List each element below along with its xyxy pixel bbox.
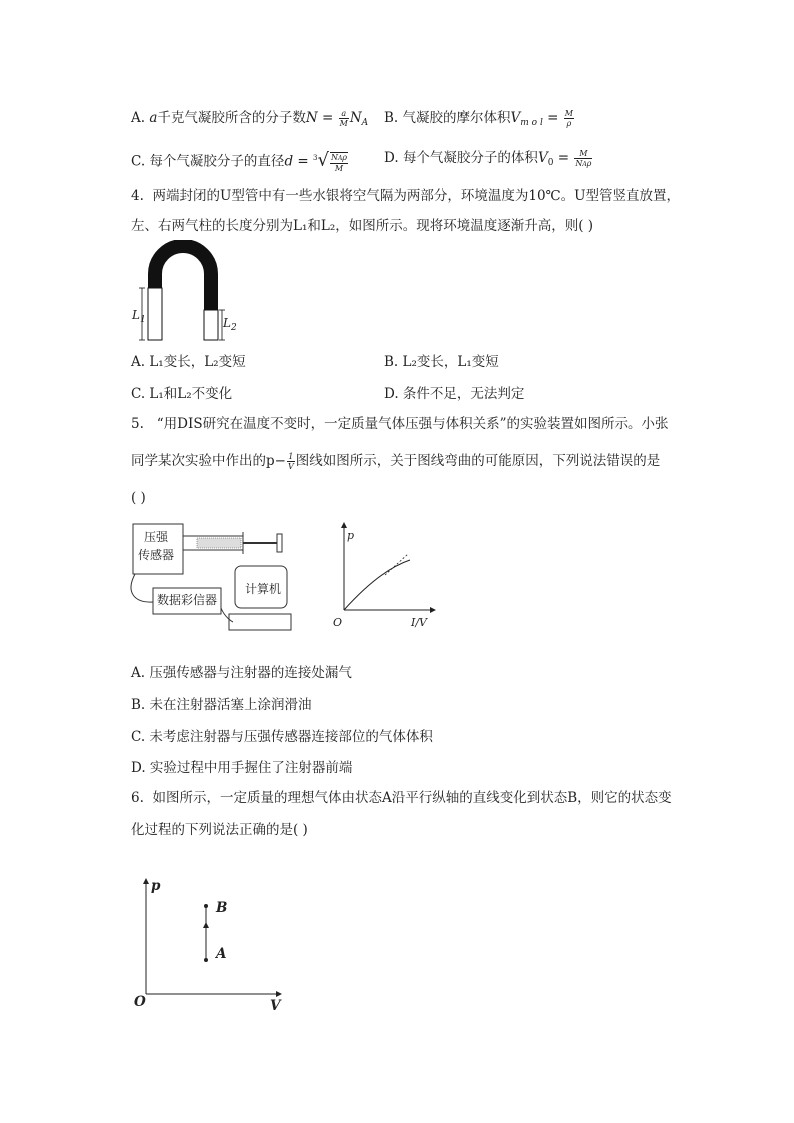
fraction: $\frac{1}{V}$ bbox=[287, 452, 294, 471]
q4-option-c: C. L₁和L₂不变化 bbox=[131, 386, 233, 402]
q3-option-c: C. 每个气凝胶分子的直径d = $^3$√ $\frac{\text{NAρ}}{M}$ bbox=[131, 149, 347, 173]
q5-option-c: C. 未考虑注射器与压强传感器连接部位的气体体积 bbox=[131, 729, 433, 745]
q4-option-d: D. 条件不足，无法判定 bbox=[384, 386, 525, 402]
q6-stem-line2: 化过程的下列说法正确的是( ) bbox=[131, 822, 308, 838]
fraction: $\frac{M}{\text{NAρ}}$ bbox=[575, 148, 592, 168]
point-b-label: B bbox=[216, 900, 228, 916]
q3-option-b: B. 气凝胶的摩尔体积$V_{m o l}$ = $\frac{M}{\rho}$ bbox=[384, 109, 573, 128]
q4-option-a: A. L₁变长，L₂变短 bbox=[131, 354, 246, 370]
graph5-origin: O bbox=[333, 616, 343, 629]
label-l1: $L_1$ bbox=[132, 308, 146, 325]
graph5-p-label: p bbox=[347, 529, 355, 542]
q3-option-a: A. a千克气凝胶所含的分子数N = $\frac{a}{M}$ $N_A$ bbox=[131, 109, 369, 128]
point-a-label: A bbox=[216, 946, 227, 962]
q6-stem-line1: 6. 如图所示，一定质量的理想气体由状态A沿平行纵轴的直线变化到状态B，则它的状态变 bbox=[131, 790, 672, 806]
graph5-x-label: I/V bbox=[411, 616, 427, 629]
root-sign: √ bbox=[317, 149, 329, 171]
q4-stem-line2: 左、右两气柱的长度分别为L₁和L₂，如图所示。现将环境温度逐渐升高，则( ) bbox=[131, 218, 594, 234]
q5-stem-line1: 5. “用DIS研究在温度不变时，一定质量气体压强与体积关系”的实验装置如图所示。小张 bbox=[131, 416, 669, 432]
graph6-origin: O bbox=[134, 994, 146, 1010]
pressure-sensor-label: 压强 传感器 bbox=[137, 530, 174, 562]
q5-option-d: D. 实验过程中用手握住了注射器前端 bbox=[131, 760, 353, 776]
data-collector-label: 数据彩信器 bbox=[156, 593, 217, 607]
graph6-v-label: V bbox=[270, 998, 281, 1014]
q4-stem-line1: 4. 两端封闭的U型管中有一些水银将空气隔为两部分，环境温度为10℃。U型管竖直放置， bbox=[131, 188, 681, 204]
computer-label: 计算机 bbox=[244, 582, 281, 596]
q3-option-d: D. 每个气凝胶分子的体积$V_0$ = $\frac{M}{\text{NAρ}}$ bbox=[384, 148, 592, 168]
q5-option-a: A. 压强传感器与注射器的连接处漏气 bbox=[131, 665, 352, 681]
graph6-p-label: p bbox=[151, 878, 161, 894]
q5-stem-line2: 同学某次实验中作出的p− $\frac{1}{V}$ 图线如图所示，关于图线弯曲的可能原因，下列说法错误的是 bbox=[131, 452, 661, 471]
fraction: $\frac{a}{M}$ bbox=[339, 109, 348, 128]
label-l2: $L_2$ bbox=[223, 316, 237, 333]
q4-option-b: B. L₂变长，L₁变短 bbox=[384, 354, 499, 370]
fraction: $\frac{\text{NAρ}}{M}$ bbox=[330, 152, 347, 173]
q5-option-b: B. 未在注射器活塞上涂润滑油 bbox=[131, 697, 312, 713]
fraction: $\frac{M}{\rho}$ bbox=[564, 109, 573, 128]
q5-stem-line3: ( ) bbox=[131, 490, 146, 506]
